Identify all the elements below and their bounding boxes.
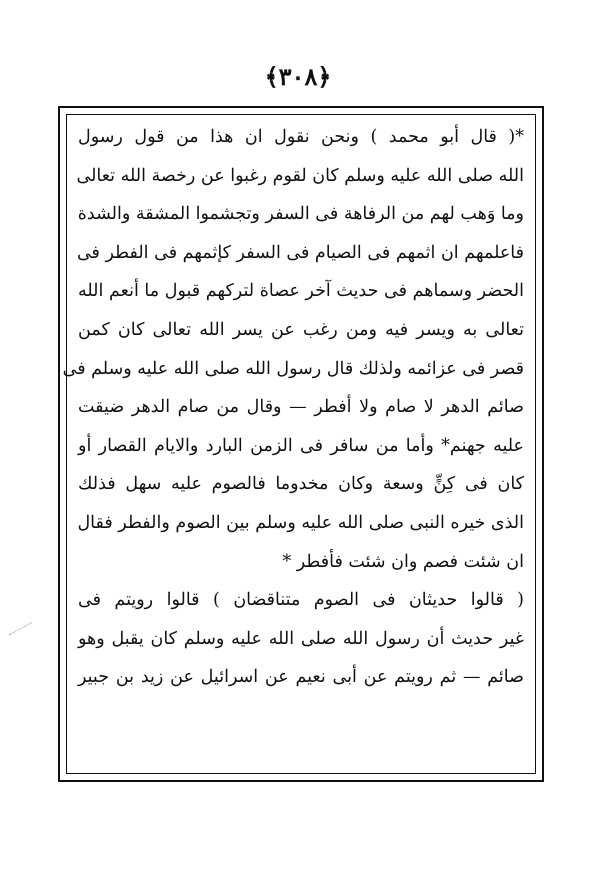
- text-line: ( قالوا حديثان فى الصوم متناقضان ) قالوا رويتم فى: [78, 590, 524, 611]
- text-line: وما وَهب لهم من الرفاهة فى السفر وتجشموا المشقة والشدة: [77, 204, 524, 225]
- text-line: صائم الدهر لا صام ولا أفطر — وقال من صام الدهر ضيقت: [78, 397, 524, 418]
- text-line: كان فى كِنٍّ وسعة وكان مخدوما فالصوم عليه سهل فذلك: [78, 474, 524, 495]
- text-line: عليه جهنم* وأما من سافر فى الزمن البارد والايام القصار أو: [78, 435, 524, 456]
- body-text: [62, 118, 524, 697]
- text-line: *( قال أبو محمد ) ونحن نقول ان هذا من قول رسول: [78, 127, 524, 147]
- margin-pencil-mark: [9, 622, 33, 637]
- page-number: ﴿٣٠٨﴾: [264, 62, 332, 91]
- text-line: قصر فى عزائمه ولذلك قال رسول الله صلى الله عليه وسلم فى: [62, 358, 524, 379]
- text-line: صائم — ثم رويتم عن أبى نعيم عن اسرائيل عن زيد بن جبير: [78, 667, 524, 688]
- text-line: الذى خيره النبى صلى الله عليه وسلم بين الصوم والفطر فقال: [77, 512, 524, 533]
- text-line: ان شئت فصم وان شئت فأفطر *: [282, 551, 524, 572]
- text-line: تعالى به ويسر فيه ومن رغب عن يسر الله تعالى كان كمن: [78, 319, 524, 340]
- text-line: الحضر وسماهم فى حديث آخر عصاة لتركهم قبول ما أنعم الله: [78, 281, 524, 302]
- text-line: غير حديث أن رسول الله صلى الله عليه وسلم كان يقبل وهو: [78, 628, 524, 649]
- text-line: الله صلى الله عليه وسلم كان لقوم رغبوا عن رخصة الله تعالى: [76, 165, 524, 186]
- text-line: فاعلمهم ان اثمهم فى الصيام فى السفر كإثمهم فى الفطر فى: [76, 242, 524, 263]
- page-header: [0, 60, 596, 94]
